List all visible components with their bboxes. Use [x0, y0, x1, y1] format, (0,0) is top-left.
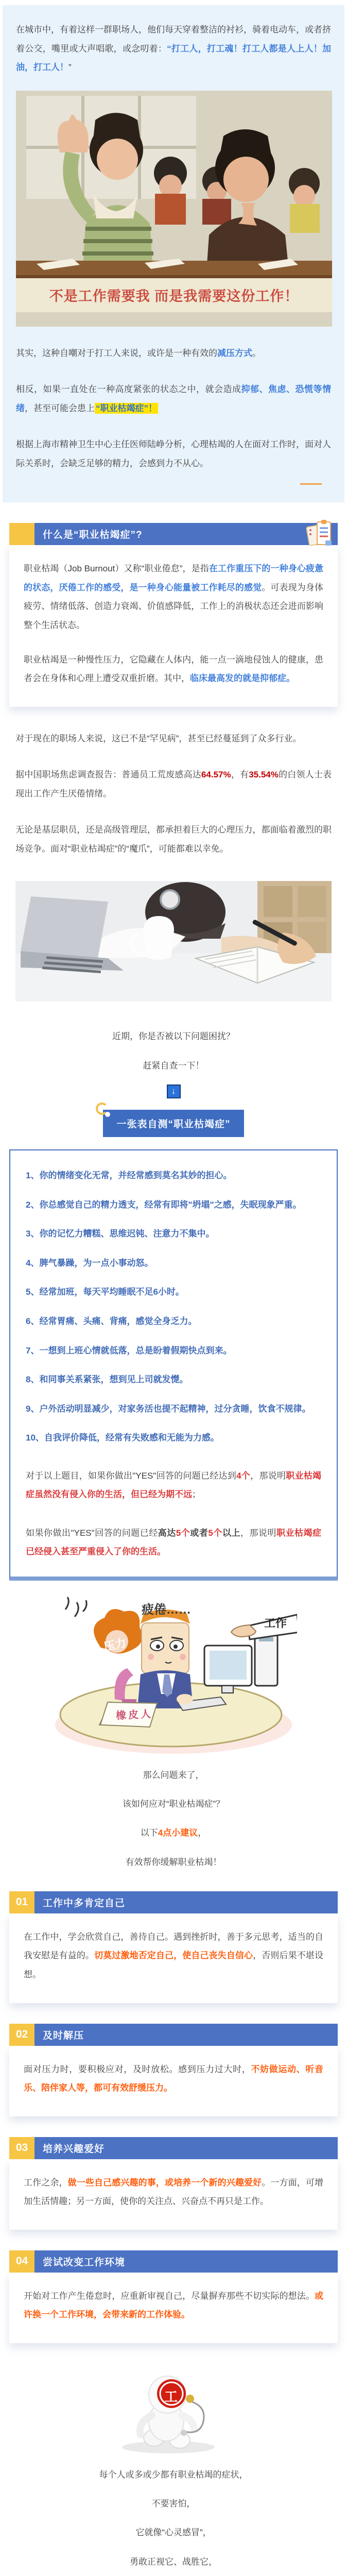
checklist-item: 9、户外活动明显减少，对家务活也提不起精神，过分贪睡，饮食不规律。 — [26, 1403, 311, 1414]
advice-section-2-header — [9, 2024, 338, 2046]
checklist-item: 8、和同事关系紧张，想到见上司就发憷。 — [26, 1375, 188, 1385]
result1-text2: ，那说明 — [250, 1470, 286, 1481]
selftest-lead-1: 近期，你是否被以下问题困扰？ — [112, 1031, 235, 1042]
closing-line: 每个人或多或少都有职业枯竭的症状， — [99, 2469, 248, 2480]
checklist-item: 5、经常加班，每天平均睡眠不足6小时。 — [26, 1287, 184, 1297]
advice-2-text1: 面对压力时，要积极应对，及时放松。感到压力过大时， — [24, 2064, 251, 2074]
stat-text2: ，有 — [231, 770, 249, 780]
intro-paragraph-1 — [16, 21, 331, 77]
checklist-item: 6、经常胃痛、头痛、背痛，感觉全身乏力。 — [26, 1316, 197, 1326]
result1-text1: 对于以上题目，如果你做出"YES"回答的问题已经达到 — [26, 1470, 237, 1481]
checklist-item: 10、自我评价降低，经常有失败感和无能为力感。 — [26, 1433, 219, 1443]
checklist-item: 7、一想到上班心情就低落，总是盼着假期快点到来。 — [26, 1345, 232, 1355]
advice-lead-3c: ， — [198, 1828, 207, 1838]
result1-count: 4个 — [236, 1470, 251, 1481]
definition-card — [9, 545, 338, 706]
advice-1-number: 01 — [9, 1891, 34, 1913]
advice-2-title: 及时解压 — [34, 2024, 338, 2046]
advice-3-text1: 工作之余， — [24, 2177, 68, 2188]
stat-text1: 据中国职场焦虑调查报告：普通员工荒废感高达 — [15, 770, 201, 780]
advice-section-1 — [9, 1891, 338, 2003]
intro-p3-emotions: 抑郁、焦虑、恐慌等情绪 — [16, 384, 331, 413]
advice-1-card — [9, 1913, 338, 2003]
prevalence-paragraph-3: 无论是基层职员，还是高级管理层，都承担着巨大的心理压力，都面临着激烈的职场竞争。面对“职业枯竭症”的“魔爪”，可能都难以幸免。 — [15, 825, 332, 854]
advice-4-body — [24, 2287, 323, 2325]
closing-line: 它就像“心灵感冒”， — [135, 2528, 212, 2538]
definition-section-title: 什么是“职业枯竭症”? — [34, 523, 338, 545]
def-p2-depression: 临床最高发的就是抑郁症。 — [190, 673, 295, 684]
tired-worker-photo — [15, 881, 332, 1002]
advice-lead-3a: 以下 — [140, 1828, 158, 1838]
result2-count2: 5个 — [208, 1528, 222, 1538]
advice-section-3-header — [9, 2137, 338, 2159]
closing-line: 不要害怕， — [151, 2499, 196, 2509]
checklist-item: 2、你总感觉自己的精力透支，经常有即将"坍塌"之感，失眠现象严重。 — [26, 1199, 302, 1210]
union-mascot-image — [107, 2372, 240, 2454]
result2-conclusion: 职业枯竭症已经侵入甚至严重侵入了你的生活。 — [26, 1528, 322, 1556]
mascot-logo-glyph: 工 — [164, 2388, 178, 2404]
advice-4-emph: 或许换一个工作环境，会带来新的工作体验。 — [24, 2291, 323, 2320]
def-p2-text: 职业枯竭是一种慢性压力，它隐藏在人体内，能一点一滴地侵蚀人的健康，患者会在身体和心理上遭受双重折磨。其中， — [24, 654, 323, 684]
advice-2-card — [9, 2046, 338, 2116]
prevalence-block — [15, 730, 332, 859]
result2-text2: ，那说明 — [240, 1528, 276, 1538]
prevalence-paragraph-2 — [15, 766, 332, 803]
advice-2-emph: 不妨做运动、听音乐、陪伴家人等，都可有效舒缓压力。 — [24, 2064, 323, 2093]
advice-4-number: 04 — [9, 2250, 34, 2273]
intro-p2-period: 。 — [252, 348, 261, 358]
cartoon-tired-label: 疲倦…… — [142, 1602, 191, 1617]
intro-p1-text: 在城市中，有着这样一群职场人，他们每天穿着整洁的衬衫，骑着电动车，或者挤着公交，嘴里或大声唱歌，或念叨着： — [16, 25, 331, 54]
intro-p2-text: 其实，这种自嘲对于打工人来说，或许是一种有效的 — [16, 348, 217, 358]
advice-3-text2: 。一方面，可增加生活情趣；另一方面，使你的关注点、兴奋点不再只是工作。 — [24, 2177, 324, 2207]
stat-value-1: 64.57% — [201, 770, 231, 780]
result-paragraph-1 — [26, 1467, 321, 1503]
advice-1-body — [24, 1928, 323, 1985]
mascot-illustration — [107, 2372, 240, 2454]
advice-lead-4: 有效帮你缓解职业枯竭！ — [125, 1857, 222, 1867]
advice-2-number: 02 — [9, 2024, 34, 2046]
propaganda-painting-image — [16, 91, 332, 327]
intro-p3-burnout-highlight: “职业枯竭症”！ — [96, 403, 157, 413]
selftest-lead-2: 赶紧自查一下！ — [143, 1060, 204, 1071]
cartoon-illustration — [50, 1596, 297, 1755]
closing-block — [0, 2467, 347, 2576]
advice-1-text1: 在工作中，学会欣赏自己，善待自己。遇到挫折时，善于多元思考，适当的自我安慰是有益的。 — [24, 1931, 323, 1961]
intro-panel — [3, 5, 344, 502]
advice-section-4 — [9, 2250, 338, 2343]
advice-section-1-header — [9, 1891, 338, 1913]
advice-2-body — [24, 2060, 323, 2098]
burnout-cartoon-image — [50, 1596, 297, 1755]
advice-section-4-header — [9, 2250, 338, 2273]
result-paragraph-2 — [26, 1524, 321, 1561]
painting-caption: 不是工作需要我 而是我需要这份工作！ — [16, 278, 332, 312]
selftest-lead-block — [0, 1028, 347, 1137]
down-arrow-icon: ↓ — [167, 1084, 181, 1098]
definition-section-header — [9, 523, 338, 545]
intro-p3-text2: ，甚至可能会患上 — [25, 403, 95, 413]
cartoon-work-label: 工作 — [264, 1616, 287, 1630]
advice-lead-1: 那么问题来了， — [143, 1770, 204, 1780]
advice-section-3 — [9, 2137, 338, 2230]
result2-text1: 如果你做出"YES"回答的问题已经 — [26, 1528, 158, 1538]
advice-section-2 — [9, 2024, 338, 2116]
intro-p1-endquote: ” — [68, 62, 72, 73]
clipboard-icon — [306, 519, 333, 548]
intro-p1-slogan: “打工人，打工魂！打工人都是人上人！加油，打工人！ — [16, 43, 332, 73]
advice-1-title: 工作中多肯定自己 — [34, 1891, 338, 1913]
cartoon-sign-label: 橡皮人 — [115, 1708, 153, 1722]
selftest-banner: 一张表自测“职业枯竭症” — [103, 1110, 244, 1137]
def-p1-core: 在工作重压下的一种身心疲惫的状态，厌倦工作的感受，是一种身心能量被工作耗尽的感觉 — [24, 564, 324, 592]
selftest-checklist-box — [9, 1149, 338, 1581]
intro-paragraph-3 — [16, 380, 331, 418]
result2-count1: 5个 — [176, 1528, 190, 1538]
advice-1-emph: 切莫过激地否定自己，使自己丧失自信心 — [94, 1951, 253, 1961]
checklist-item: 1、你的情绪变化无常，并经常感到莫名其妙的担心。 — [26, 1170, 232, 1180]
definition-section — [9, 523, 338, 706]
advice-lead-block — [0, 1767, 347, 1871]
result1-end: ； — [192, 1489, 201, 1499]
advice-4-card — [9, 2273, 338, 2343]
intro-paragraph-4: 根据上海市精神卫生中心主任医师陆峥分析，心理枯竭的人在面对工作时，面对人际关系时，会缺乏足够的精力，会感到力不从心。 — [16, 439, 331, 468]
result2-bold1: 高达 — [158, 1528, 176, 1538]
prevalence-paragraph-1: 对于现在的职场人来说，这已不是“罕见病”，甚至已经蔓延到了众多行业。 — [15, 733, 302, 743]
advice-3-title: 培养兴趣爱好 — [34, 2137, 338, 2159]
def-p1-text2: 。可表现为身体疲劳、情绪低落、创造力衰竭、价值感降低，工作上的消极状态还会进而影响整个生活状态。 — [24, 582, 324, 631]
intro-p2-link: 减压方式 — [217, 348, 252, 358]
advice-4-text1: 开始对工作产生倦怠时，应重新审视自己，尽量摒弃那些不切实际的想法。 — [24, 2291, 315, 2301]
advice-3-number: 03 — [9, 2137, 34, 2159]
result2-bold2: 或者 — [190, 1528, 209, 1538]
advice-1-text2: ，否则后果不堪设想。 — [24, 1951, 324, 1979]
definition-paragraph-1 — [24, 560, 323, 635]
advice-3-emph: 做一些自己感兴趣的事，或培养一个新的兴趣爱好 — [67, 2177, 262, 2188]
intro-paragraph-2 — [16, 344, 331, 363]
stat-value-2: 35.54% — [249, 770, 279, 780]
checklist-item: 3、你的记忆力糟糕、思维迟钝、注意力不集中。 — [26, 1229, 215, 1239]
definition-paragraph-2 — [24, 651, 323, 688]
advice-lead-3b: 4点小建议 — [158, 1828, 198, 1838]
result2-bold3: 以上 — [222, 1528, 240, 1538]
advice-lead-2: 该如何应对“职业枯竭症”？ — [122, 1799, 225, 1809]
cartoon-pressure-label: 压力 — [102, 1636, 128, 1653]
intro-p3-text1: 相反，如果一直处在一种高度紧张的状态之中，就会造成 — [16, 384, 241, 395]
stat-text3: 的白领人士表现出工作产生厌倦情绪。 — [15, 770, 332, 799]
photo-illustration — [15, 881, 332, 1002]
advice-3-body — [24, 2174, 323, 2211]
result1-conclusion: 职业枯竭症虽然没有侵入你的生活，但已经为期不远 — [26, 1470, 321, 1499]
def-p1-text1: 职业枯竭（Job Burnout）又称“职业倦怠”，是指 — [24, 564, 209, 574]
advice-lead-3 — [0, 1825, 347, 1841]
header-yellow-block — [9, 523, 34, 545]
advice-3-card — [9, 2159, 338, 2230]
advice-4-title: 尝试改变工作环境 — [34, 2250, 338, 2273]
checklist-item: 4、脾气暴躁，为一点小事动怒。 — [26, 1258, 153, 1268]
closing-line: 勇敢正视它、战胜它， — [130, 2556, 217, 2567]
orange-divider — [300, 483, 322, 485]
